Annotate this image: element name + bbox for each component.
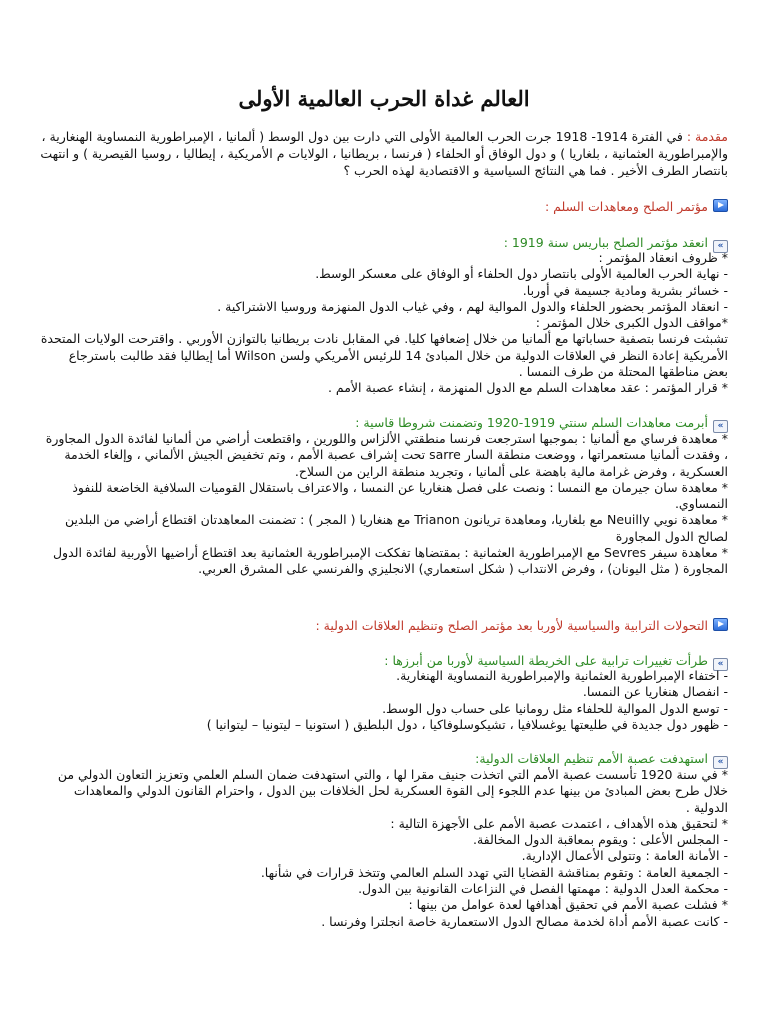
text-line: - انفصال هنغاريا عن النمسا. [582,684,728,700]
section-heading-peace-conference [40,198,728,215]
text-line: * فشلت عصبة الأمم في تحقيق أهدافها لعدة عوامل من بينها : [408,897,728,913]
peace-treaties-content [40,431,728,578]
text-line: - كانت عصبة الأمم أداة لخدمة مصالح الدول الاستعمارية خاصة انجلترا وفرنسا . [321,913,728,929]
text-line: تشبثت فرنسا بتصفية حساباتها مع ألمانيا من خلال إضعافها كليا. في المقابل نادت بريطانيا بالتوازن الأوربي . واقترحت الولايات المتحدة الأمريكية إعادة النظر في العلاقات الدولية من خلال المبادئ 14 للرئيس الأمريكي ولسن Wilson أما إيطاليا فقد طالبت باسترجاع بعض مناطقها المحتلة من طرف النمسا . [40,331,728,380]
section-heading-text: التحولات الترابية والسياسية لأوربا بعد مؤتمر الصلح وتنظيم العلاقات الدولية : [315,618,708,633]
intro-text: في الفترة 1914- 1918 جرت الحرب العالمية الأولى التي دارت بين دول الوسط ( ألمانيا ، الإمبراطورية النمساوية الهنغارية ، والإمبراطورية العثمانية ، بلغاريا ) و دول الوفاق أو الحلفاء ( فرنسا ، بريطانيا ، الولايات م الأمريكية ، إيطاليا ، روسيا القيصرية ) و انتهت بانتصار الطرف الأخير . فما هي النتائج السياسية و الاقتصادية لهذه الحرب ؟ [40,129,728,178]
text-line: - المجلس الأعلى : ويقوم بمعاقبة الدول المخالفة. [473,832,728,848]
text-line: - توسع الدول الموالية للحلفاء مثل رومانيا على حساب دول الوسط. [382,700,728,716]
text-line: * قرار المؤتمر : عقد معاهدات السلم مع الدول المنهزمة ، إنشاء عصبة الأمم . [327,380,728,396]
subheading-text: استهدفت عصبة الأمم تنظيم العلاقات الدولية: [475,751,708,766]
paris-conference-content [40,250,728,397]
text-line: - الأمانة العامة : وتتولى الأعمال الإدارية. [521,848,728,864]
text-line: * معاهدة فرساي مع ألمانيا : بموجبها استرجعت فرنسا منطقتي الألزاس واللورين ، واقتطعت أراضي من ألمانيا لفائدة الدول المجاورة ، وفقدت ألمانيا مستعمراتها ، ووضعت منطقة السار sarre تحت إشراف عصبة الأمم ، وتم تخفيض الجيش الألماني ، وإلغاء الخدمة العسكرية ، وفرض غرامة مالية باهضة على ألمانيا ، وتجريد منطقة الراين من السلاح. [45,431,728,479]
text-line: - نهاية الحرب العالمية الأولى بانتصار دول الحلفاء أو الوفاق على معسكر الوسط. [315,266,728,282]
text-line: *مواقف الدول الكبرى خلال المؤتمر : [535,315,728,331]
subheading-text: طرأت تغييرات ترابية على الخريطة السياسية لأوربا من أبرزها : [384,653,708,668]
text-line: - ظهور دول جديدة في طليعتها يوغسلافيا ، تشيكوسلوفاكيا ، دول البلطيق ( استونيا – ليتونيا – ليتوانيا ) [206,716,728,732]
text-line: * معاهدة سيفر Sevres مع الإمبراطورية العثمانية : بمقتضاها تفككت الإمبراطورية العثمانية بعد اقتطاع أراضيها الأوربية لفائدة الدول المجاورة ( مثل اليونان) ، وفرض الانتداب ( شكل استعماري) الانجليزي والفرنسي على المشرق العربي. [52,545,728,577]
page-title: العالم غداة الحرب العالمية الأولى [238,86,530,111]
arrow-bullet-icon [713,199,728,212]
arrow-bullet-icon [713,618,728,631]
section-heading-text: مؤتمر الصلح ومعاهدات السلم : [544,199,708,214]
text-line: - الجمعية العامة : وتقوم بمناقشة القضايا التي تهدد السلم العالمي وتتخذ قرارات في شأنها. [260,864,728,880]
intro-paragraph [40,128,728,179]
text-line: * معاهدة سان جيرمان مع النمسا : ونصت على فصل هنغاريا عن النمسا ، والاعتراف باستقلال القوميات السلافية الخاضعة للنفوذ النمساوي. [72,479,728,512]
intro-lead: مقدمة : [686,129,728,144]
subheading-text: أبرمت معاهدات السلم سنتي 1919-1920 وتضمنت شروطا قاسية : [355,415,708,430]
territorial-changes-content [40,668,728,733]
text-line: * ظروف انعقاد المؤتمر : [598,250,728,265]
text-line: * معاهدة نويي Neuilly مع بلغاريا، ومعاهدة تريانون Trianon مع هنغاريا ( المجر ) : تضمنت المعاهدتان اقتطاع أراضي من البلدين لصالح الدول المجاورة [65,512,728,544]
text-line: - انعقاد المؤتمر بحضور الحلفاء والدول الموالية لهم ، وفي غياب الدول المنهزمة وروسيا الاشتراكية . [217,298,728,314]
text-line: - خسائر بشرية ومادية جسيمة في أوربا. [522,282,728,298]
section-heading-territorial-changes [40,617,728,634]
chevron-bullet-icon: » [713,756,728,769]
text-line: * في سنة 1920 تأسست عصبة الأمم التي اتخذت جنيف مقرا لها ، والتي استهدفت ضمان السلم العلمي وتعزيز التعاون الدولي من خلال طرح بعض المبادئ من بينها عدم اللجوء إلى القوة العسكرية لحل الخلافات بين الدول ، واحترام القانون الدولي والمعاهدات الدولية . [57,767,728,815]
text-line: * لتحقيق هذه الأهداف ، اعتمدت عصبة الأمم على الأجهزة التالية : [390,815,728,831]
chevron-bullet-icon: » [713,658,728,671]
text-line: - اختفاء الإمبراطورية العثمانية والإمبراطورية النمساوية الهنغارية. [396,668,728,683]
text-line: - محكمة العدل الدولية : مهمتها الفصل في النزاعات القانونية بين الدول. [358,881,728,897]
chevron-bullet-icon: » [713,420,728,433]
chevron-bullet-icon: » [713,240,728,253]
subheading-text: انعقد مؤتمر الصلح بباريس سنة 1919 : [503,235,708,250]
league-of-nations-content [40,767,728,930]
